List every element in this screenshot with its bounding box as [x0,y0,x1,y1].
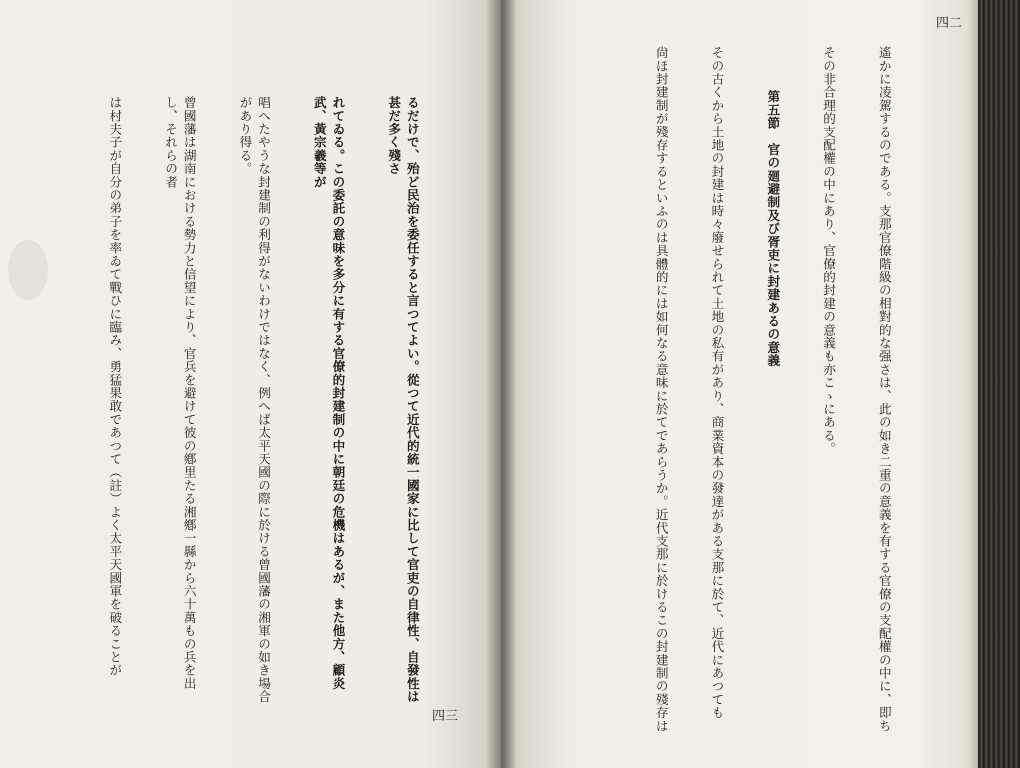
text-line: れてゐる。この委託の意味を多分に有する官僚的封建制の中に朝廷の危機はあるが、また他方、顧炎武、黃宗羲等が [311,96,346,690]
text-line: るだけで、殆ど民治を委任すると言つてよい。從つて近代的統一國家に比して官吏の自律性、自發性は甚だ多く殘さ [386,96,420,704]
page-number-right: 四二 [936,16,963,31]
left-page [0,0,500,768]
page-edge-stack [978,0,1020,768]
paper-stain [8,240,48,300]
text-line: その古くから土地の封建は時々廢せられて土地の私有があり、商業資本の發達がある支那に於て、近代にあつても [709,46,725,720]
section-heading: 第五節 官の廻避制及び胥吏に封建あるの意義 [765,90,781,368]
text-line: 尙ほ封建制が殘存するといふのは具體的には如何なる意味に於てであらうか。近代支那に於けるこの封建制の殘存は [653,46,669,733]
left-page-text [83,96,458,716]
text-line: 曾國藩は湖南における勢力と信望により、官兵を避けて彼の鄕里たる湘鄕一縣から六十萬もの兵を出し、それらの者 [163,96,197,690]
right-page-text [650,46,930,736]
text-line: その非合理的支配權の中にあり、官僚的封建の意義も亦こゝにある。 [821,46,837,456]
page-number-left: 四三 [432,709,459,724]
book-gutter [486,0,516,768]
right-page [500,0,1020,768]
text-line: 遙かに凌駕するのである。支那官僚階級の相對的な强さは、此の如き二重の意義を有する官僚の支配權の中に、即ち [876,46,892,733]
text-line: 唱へたやうな封建制の利得がないわけではなく、例へば太平天國の際に於ける曾國藩の湘軍の如き場合があり得る。 [237,96,272,704]
text-line: は村夫子が自分の弟子を率ゐて戰ひに臨み、勇猛果敢であつて（註）よく太平天國軍を破ることが [107,96,123,677]
